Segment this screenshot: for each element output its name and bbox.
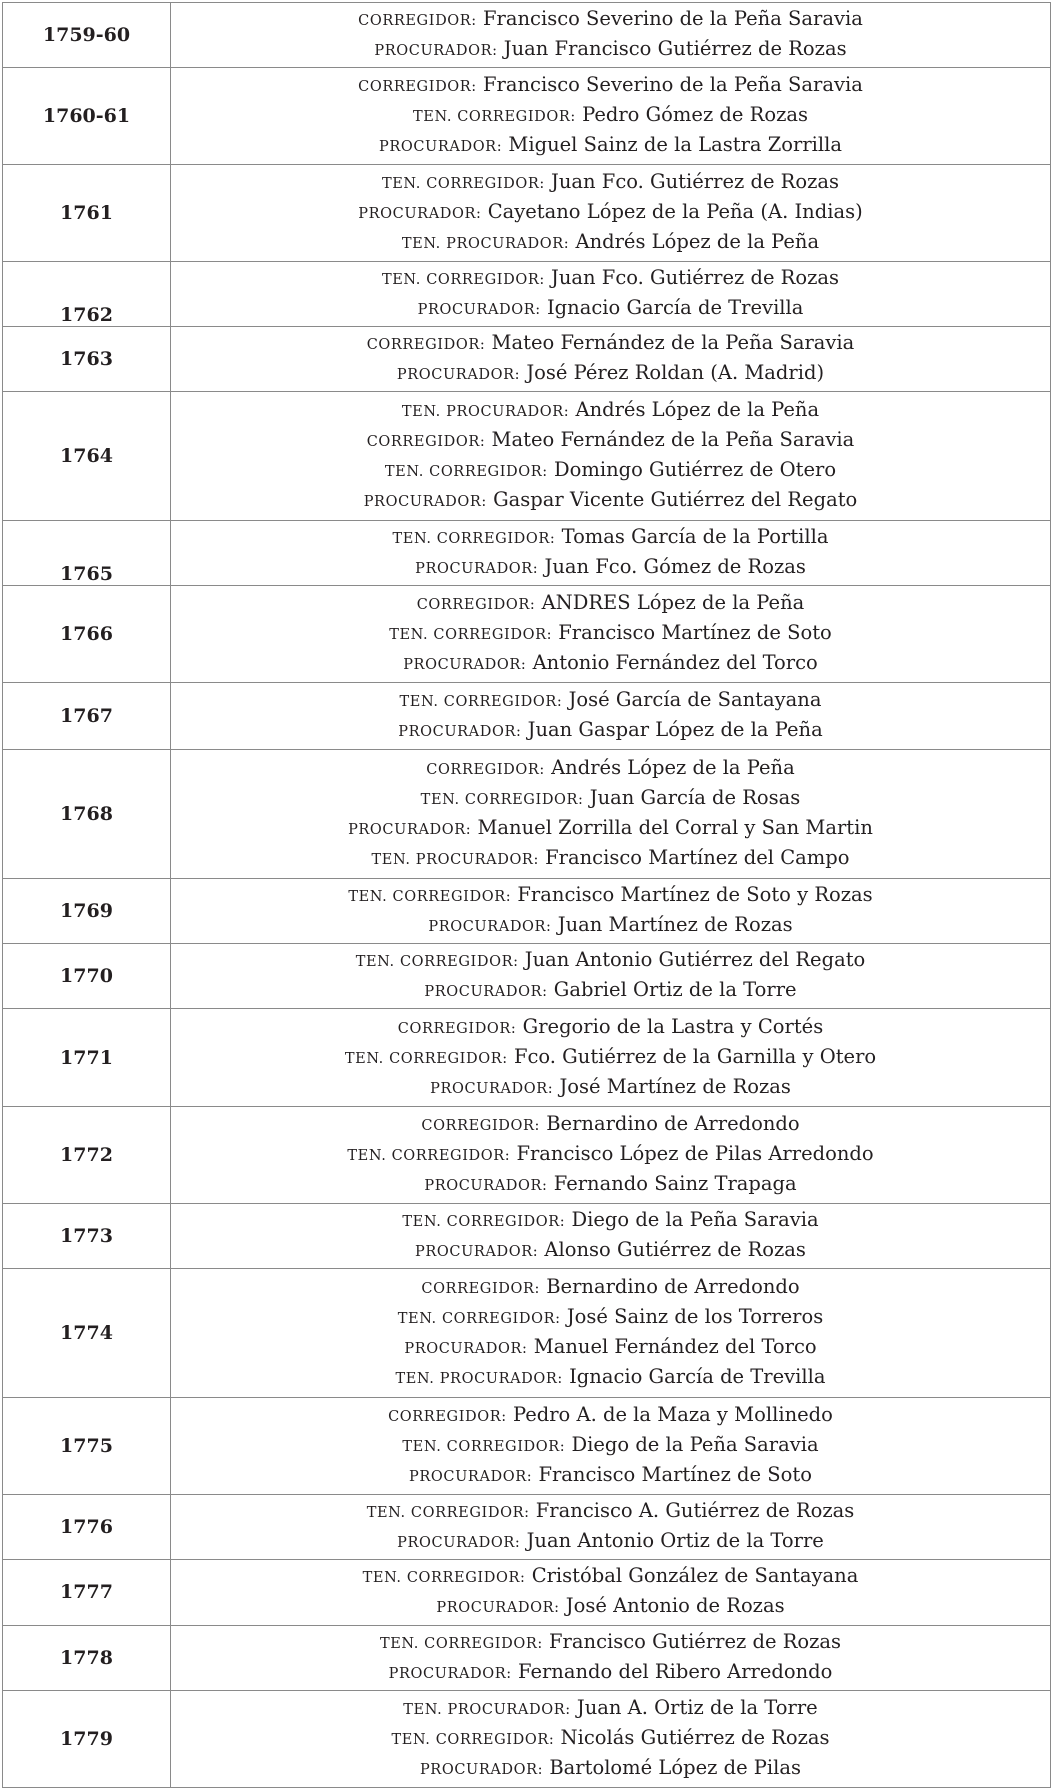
role-label: TEN. CORREGIDOR:: [366, 1504, 530, 1521]
role-label: TEN. CORREGIDOR:: [402, 1438, 566, 1455]
role-label: TEN. CORREGIDOR:: [397, 1310, 561, 1327]
official-name: Juan A. Ortiz de la Torre: [576, 1695, 818, 1719]
table-row: [3, 879, 1051, 944]
official-entry: [175, 168, 1046, 198]
official-name: Francisco Severino de la Peña Saravia: [483, 73, 863, 97]
official-entry: [175, 1628, 1046, 1658]
role-label: CORREGIDOR:: [426, 762, 545, 779]
official-name: Ignacio García de Trevilla: [546, 296, 804, 320]
official-name: Tomas García de la Portilla: [561, 525, 829, 549]
official-entry: [175, 911, 1046, 941]
year-cell: 1775: [3, 1397, 171, 1494]
role-label: TEN. PROCURADOR:: [401, 236, 570, 253]
officials-cell: [171, 1559, 1051, 1625]
role-label: TEN. CORREGIDOR:: [413, 109, 576, 126]
official-entry: [175, 1431, 1046, 1461]
officials-cell: [171, 262, 1051, 327]
official-entry: [175, 264, 1046, 294]
table-row: [3, 262, 1051, 327]
table-row: [3, 944, 1051, 1009]
official-entry: [175, 1273, 1046, 1303]
role-label: TEN. CORREGIDOR:: [362, 1570, 526, 1587]
role-label: PROCURADOR:: [403, 657, 527, 674]
year-cell: 1777: [3, 1559, 171, 1625]
official-name: José Pérez Roldan (A. Madrid): [526, 361, 825, 385]
role-label: CORREGIDOR:: [366, 434, 486, 451]
officials-cell: [171, 1106, 1051, 1203]
officials-cell: [171, 586, 1051, 683]
official-entry: [175, 589, 1046, 619]
table-row: [3, 327, 1051, 392]
official-name: Mateo Fernández de la Peña Saravia: [491, 428, 855, 452]
role-label: TEN. CORREGIDOR:: [344, 1050, 508, 1067]
official-entry: [175, 716, 1046, 746]
official-entry: [175, 619, 1046, 649]
officials-cell: [171, 1690, 1051, 1787]
table-row: [3, 586, 1051, 683]
officials-cell: [171, 1494, 1051, 1559]
officials-table: [2, 2, 1051, 1788]
official-entry: [175, 1303, 1046, 1333]
official-entry: [175, 1110, 1046, 1140]
official-name: Ignacio García de Trevilla: [569, 1364, 826, 1388]
year-cell: 1774: [3, 1268, 171, 1397]
official-entry: [175, 35, 1046, 65]
official-entry: [175, 456, 1046, 486]
table-row: [3, 750, 1051, 879]
official-entry: [175, 1497, 1046, 1527]
official-entry: [175, 844, 1046, 874]
official-entry: [175, 1363, 1046, 1393]
official-name: Juan García de Rosas: [589, 786, 801, 810]
official-entry: [175, 228, 1046, 258]
official-name: Juan Antonio Ortiz de la Torre: [526, 1528, 824, 1552]
role-label: PROCURADOR:: [417, 302, 541, 319]
officials-cell: [171, 392, 1051, 521]
officials-cell: [171, 327, 1051, 392]
official-entry: [175, 686, 1046, 716]
role-label: TEN. PROCURADOR:: [401, 404, 570, 421]
role-label: TEN. CORREGIDOR:: [392, 531, 556, 548]
role-label: TEN. CORREGIDOR:: [379, 1635, 543, 1652]
year-cell: 1779: [3, 1690, 171, 1787]
official-name: Alonso Gutiérrez de Rozas: [544, 1237, 806, 1261]
role-label: PROCURADOR:: [374, 43, 498, 60]
role-label: CORREGIDOR:: [366, 337, 486, 354]
official-entry: [175, 784, 1046, 814]
official-entry: [175, 1333, 1046, 1363]
officials-cell: [171, 521, 1051, 586]
official-entry: [175, 294, 1046, 324]
role-label: CORREGIDOR:: [358, 79, 477, 96]
role-label: CORREGIDOR:: [388, 1408, 507, 1425]
role-label: CORREGIDOR:: [397, 1020, 517, 1037]
official-name: Juan Fco. Gutiérrez de Rozas: [551, 170, 840, 194]
table-row: [3, 521, 1051, 586]
official-name: Cristóbal González de Santayana: [531, 1564, 859, 1588]
official-entry: [175, 426, 1046, 456]
role-label: TEN. CORREGIDOR:: [389, 627, 553, 644]
official-entry: [175, 946, 1046, 976]
official-name: Bernardino de Arredondo: [546, 1274, 800, 1298]
official-entry: [175, 396, 1046, 426]
official-name: Nicolás Gutiérrez de Rozas: [560, 1725, 830, 1749]
official-name: Francisco Martínez de Soto y Rozas: [517, 883, 873, 907]
role-label: TEN. CORREGIDOR:: [391, 1731, 555, 1748]
official-name: Diego de la Peña Saravia: [571, 1207, 819, 1231]
official-name: Francisco Martínez de Soto: [538, 1462, 812, 1486]
official-entry: [175, 71, 1046, 101]
year-cell: 1762: [3, 262, 171, 327]
role-label: PROCURADOR:: [409, 1468, 533, 1485]
official-entry: [175, 1043, 1046, 1073]
official-name: Francisco Martínez del Campo: [545, 846, 850, 870]
official-entry: [175, 976, 1046, 1006]
role-label: PROCURADOR:: [379, 139, 503, 156]
official-name: José García de Santayana: [568, 688, 822, 712]
role-label: CORREGIDOR:: [421, 1117, 541, 1134]
official-entry: [175, 523, 1046, 553]
officials-cell: [171, 944, 1051, 1009]
table-row: [3, 683, 1051, 750]
official-entry: [175, 1401, 1046, 1431]
official-entry: [175, 329, 1046, 359]
year-cell: 1759-60: [3, 3, 171, 68]
year-cell: 1763: [3, 327, 171, 392]
officials-cell: [171, 1203, 1051, 1268]
official-entry: [175, 1073, 1046, 1103]
table-row: [3, 3, 1051, 68]
role-label: TEN. CORREGIDOR:: [348, 889, 512, 906]
year-cell: 1761: [3, 165, 171, 262]
official-name: José Antonio de Rozas: [565, 1594, 785, 1618]
table-row: [3, 1690, 1051, 1787]
official-entry: [175, 1206, 1046, 1236]
official-name: Juan Fco. Gutiérrez de Rozas: [551, 266, 840, 290]
official-name: Juan Francisco Gutiérrez de Rozas: [503, 37, 847, 61]
year-cell: 1764: [3, 392, 171, 521]
official-entry: [175, 1562, 1046, 1592]
role-label: TEN. PROCURADOR:: [403, 1701, 571, 1718]
role-label: TEN. CORREGIDOR:: [355, 954, 519, 971]
official-entry: [175, 1013, 1046, 1043]
role-label: CORREGIDOR:: [358, 13, 477, 30]
official-entry: [175, 5, 1046, 35]
role-label: PROCURADOR:: [419, 1761, 544, 1778]
table-row: [3, 1397, 1051, 1494]
role-label: PROCURADOR:: [436, 1600, 560, 1617]
official-name: José Sainz de los Torreros: [566, 1304, 824, 1328]
year-cell: 1765: [3, 521, 171, 586]
role-label: PROCURADOR:: [348, 822, 472, 839]
role-label: PROCURADOR:: [398, 724, 522, 741]
year-cell: 1772: [3, 1106, 171, 1203]
year-cell: 1770: [3, 944, 171, 1009]
role-label: PROCURADOR:: [363, 494, 487, 511]
role-label: TEN. PROCURADOR:: [371, 852, 539, 869]
role-label: TEN. CORREGIDOR:: [381, 176, 545, 193]
year-cell: 1778: [3, 1625, 171, 1690]
table-row: [3, 1494, 1051, 1559]
official-name: Francisco A. Gutiérrez de Rozas: [535, 1498, 855, 1522]
role-label: PROCURADOR:: [404, 1340, 528, 1357]
officials-cell: [171, 750, 1051, 879]
role-label: PROCURADOR:: [424, 984, 548, 1001]
official-name: Manuel Zorrilla del Corral y San Martin: [477, 816, 873, 840]
official-entry: [175, 198, 1046, 228]
official-entry: [175, 131, 1046, 161]
official-entry: [175, 359, 1046, 389]
year-cell: 1768: [3, 750, 171, 879]
table-row: [3, 165, 1051, 262]
official-name: Andrés López de la Peña: [575, 230, 820, 254]
official-name: Fco. Gutiérrez de la Garnilla y Otero: [513, 1044, 877, 1068]
official-entry: [175, 1461, 1046, 1491]
table-row: [3, 1106, 1051, 1203]
official-name: Manuel Fernández del Torco: [533, 1334, 817, 1358]
year-cell: 1773: [3, 1203, 171, 1268]
role-label: PROCURADOR:: [397, 1534, 521, 1551]
official-name: Francisco Gutiérrez de Rozas: [549, 1629, 842, 1653]
official-name: Diego de la Peña Saravia: [571, 1432, 819, 1456]
officials-cell: [171, 879, 1051, 944]
year-cell: 1769: [3, 879, 171, 944]
official-name: Pedro A. de la Maza y Mollinedo: [512, 1402, 833, 1426]
official-entry: [175, 814, 1046, 844]
official-name: Pedro Gómez de Rozas: [582, 103, 808, 127]
table-row: [3, 392, 1051, 521]
official-entry: [175, 1694, 1046, 1724]
table-row: [3, 68, 1051, 165]
official-entry: [175, 1754, 1046, 1784]
year-cell: 1767: [3, 683, 171, 750]
officials-cell: [171, 1625, 1051, 1690]
officials-cell: [171, 1397, 1051, 1494]
official-entry: [175, 101, 1046, 131]
year-cell: 1766: [3, 586, 171, 683]
official-name: Andrés López de la Peña: [575, 398, 820, 422]
role-label: CORREGIDOR:: [421, 1280, 541, 1297]
year-cell: 1776: [3, 1494, 171, 1559]
official-name: Miguel Sainz de la Lastra Zorrilla: [508, 133, 842, 157]
official-name: Antonio Fernández del Torco: [532, 651, 818, 675]
role-label: TEN. CORREGIDOR:: [399, 694, 563, 711]
official-name: Fernando Sainz Trapaga: [553, 1171, 797, 1195]
year-cell: 1771: [3, 1009, 171, 1106]
officials-cell: [171, 165, 1051, 262]
official-entry: [175, 1724, 1046, 1754]
official-entry: [175, 1170, 1046, 1200]
role-label: TEN. CORREGIDOR:: [384, 464, 548, 481]
official-name: Juan Martínez de Rozas: [557, 913, 793, 937]
official-entry: [175, 1527, 1046, 1557]
role-label: TEN. CORREGIDOR:: [347, 1147, 511, 1164]
role-label: CORREGIDOR:: [416, 597, 536, 614]
table-row: [3, 1268, 1051, 1397]
official-name: Bernardino de Arredondo: [546, 1111, 800, 1135]
table-row: [3, 1625, 1051, 1690]
official-name: Juan Fco. Gómez de Rozas: [544, 555, 806, 579]
official-name: Cayetano López de la Peña (A. Indias): [487, 200, 863, 224]
role-label: PROCURADOR:: [358, 206, 482, 223]
officials-cell: [171, 1009, 1051, 1106]
role-label: PROCURADOR:: [430, 1080, 554, 1097]
year-cell: 1760-61: [3, 68, 171, 165]
officials-cell: [171, 683, 1051, 750]
role-label: TEN. CORREGIDOR:: [381, 272, 545, 289]
official-entry: [175, 1140, 1046, 1170]
official-name: Juan Antonio Gutiérrez del Regato: [524, 948, 866, 972]
officials-cell: [171, 1268, 1051, 1397]
official-name: Gabriel Ortiz de la Torre: [553, 978, 797, 1002]
table-row: [3, 1203, 1051, 1268]
official-entry: [175, 1658, 1046, 1688]
role-label: PROCURADOR:: [424, 1177, 548, 1194]
role-label: PROCURADOR:: [388, 1665, 512, 1682]
official-name: Gaspar Vicente Gutiérrez del Regato: [493, 488, 858, 512]
officials-cell: [171, 68, 1051, 165]
official-entry: [175, 1592, 1046, 1622]
role-label: PROCURADOR:: [415, 561, 539, 578]
official-name: José Martínez de Rozas: [559, 1074, 791, 1098]
official-entry: [175, 553, 1046, 583]
role-label: TEN. PROCURADOR:: [395, 1370, 563, 1387]
official-name: Domingo Gutiérrez de Otero: [553, 458, 837, 482]
official-name: Bartolomé López de Pilas: [549, 1755, 802, 1779]
official-name: Mateo Fernández de la Peña Saravia: [491, 331, 855, 355]
role-label: PROCURADOR:: [415, 1243, 539, 1260]
table-body: [3, 3, 1051, 1788]
official-entry: [175, 649, 1046, 679]
official-entry: [175, 754, 1046, 784]
official-name: Fernando del Ribero Arredondo: [517, 1659, 833, 1683]
role-label: PROCURADOR:: [396, 367, 521, 384]
role-label: PROCURADOR:: [428, 919, 552, 936]
official-name: Juan Gaspar López de la Peña: [527, 718, 823, 742]
official-name: Francisco Severino de la Peña Saravia: [483, 7, 863, 31]
official-entry: [175, 881, 1046, 911]
official-name: Gregorio de la Lastra y Cortés: [522, 1014, 824, 1038]
officials-cell: [171, 3, 1051, 68]
table-row: [3, 1559, 1051, 1625]
official-name: ANDRES López de la Peña: [541, 591, 805, 615]
official-name: Francisco Martínez de Soto: [558, 621, 832, 645]
official-entry: [175, 486, 1046, 516]
role-label: TEN. CORREGIDOR:: [402, 1213, 566, 1230]
role-label: TEN. CORREGIDOR:: [420, 792, 584, 809]
official-name: Andrés López de la Peña: [551, 756, 795, 780]
official-name: Francisco López de Pilas Arredondo: [516, 1141, 874, 1165]
table-row: [3, 1009, 1051, 1106]
official-entry: [175, 1236, 1046, 1266]
